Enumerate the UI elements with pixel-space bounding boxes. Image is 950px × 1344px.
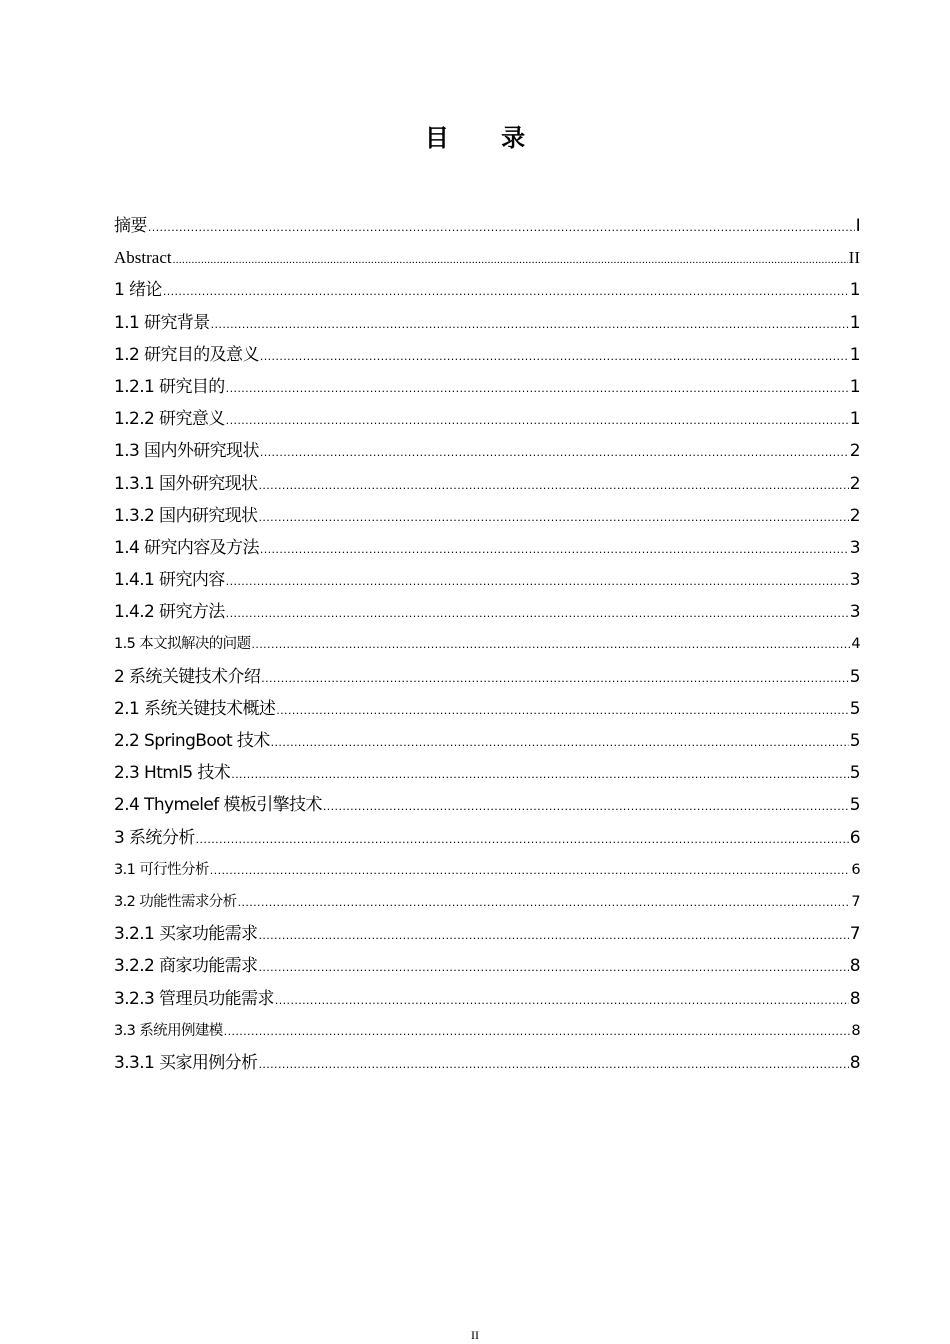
toc-leader-dots bbox=[260, 437, 849, 467]
toc-entry-page: 5 bbox=[849, 698, 860, 719]
toc-leader-dots bbox=[173, 244, 848, 274]
toc-entry-page: 3 bbox=[849, 537, 860, 558]
toc-entry-page: 1 bbox=[849, 280, 860, 301]
toc-entry-3-2[interactable] bbox=[114, 886, 860, 918]
page-number: II bbox=[471, 1328, 479, 1342]
toc-entry-page: 6 bbox=[849, 827, 860, 848]
toc-entry-2-3[interactable] bbox=[114, 757, 860, 789]
toc-entry-label: 3.3 系统用例建模 bbox=[114, 1022, 223, 1039]
toc-entry-3-2-2[interactable] bbox=[114, 950, 860, 982]
toc-leader-dots bbox=[258, 920, 848, 950]
toc-leader-dots bbox=[210, 855, 851, 886]
toc-entry-label: 摘要 bbox=[114, 216, 147, 236]
toc-leader-dots bbox=[224, 1016, 851, 1047]
toc-leader-dots bbox=[260, 341, 849, 371]
toc-entry-3-3-1[interactable] bbox=[114, 1047, 860, 1079]
toc-entry-2-1[interactable] bbox=[114, 693, 860, 725]
toc-entry-label: 1 绪论 bbox=[114, 280, 162, 301]
toc-leader-dots bbox=[148, 212, 855, 242]
toc-entry-2-2[interactable] bbox=[114, 725, 860, 757]
toc-leader-dots bbox=[226, 373, 849, 403]
toc-entry-page: 1 bbox=[849, 312, 860, 333]
toc-entry-label: 1.2 研究目的及意义 bbox=[114, 344, 259, 365]
toc-entry-page: 2 bbox=[849, 441, 860, 462]
toc-entry-label: 1.5 本文拟解决的问题 bbox=[114, 636, 251, 653]
toc-entry-page: I bbox=[855, 216, 860, 236]
toc-entry-2[interactable] bbox=[114, 661, 860, 693]
toc-entry-3-2-3[interactable] bbox=[114, 983, 860, 1015]
toc-entry-label: Abstract bbox=[114, 248, 172, 268]
toc-entry-label: 3.2 功能性需求分析 bbox=[114, 893, 237, 910]
toc-entry-abstract-en[interactable] bbox=[114, 242, 860, 274]
toc-entry-1-3-1[interactable] bbox=[114, 468, 860, 500]
toc-entry-1-3[interactable] bbox=[114, 435, 860, 467]
toc-entry-label: 3.3.1 买家用例分析 bbox=[114, 1052, 258, 1073]
toc-leader-dots bbox=[260, 534, 849, 564]
toc-entry-page: 8 bbox=[849, 1052, 860, 1073]
toc-entry-page: 5 bbox=[849, 763, 860, 784]
toc-entry-label: 3.2.3 管理员功能需求 bbox=[114, 988, 274, 1009]
toc-entry-label: 1.3.1 国外研究现状 bbox=[114, 473, 258, 494]
toc-entry-page: 8 bbox=[849, 956, 860, 977]
toc-entry-page: 5 bbox=[849, 795, 860, 816]
toc-leader-dots bbox=[258, 470, 848, 500]
toc-entry-label: 1.4.1 研究内容 bbox=[114, 570, 225, 591]
toc-entry-label: 2.2 SpringBoot 技术 bbox=[114, 731, 270, 751]
toc-entry-2-4[interactable] bbox=[114, 789, 860, 821]
toc-leader-dots bbox=[258, 1049, 848, 1079]
toc-entry-label: 2 系统关键技术介绍 bbox=[114, 666, 261, 687]
toc-entry-page: 7 bbox=[851, 893, 860, 910]
toc-leader-dots bbox=[271, 727, 849, 757]
toc-leader-dots bbox=[275, 985, 849, 1015]
toc-entry-page: 1 bbox=[849, 344, 860, 365]
toc-entry-page: 2 bbox=[849, 505, 860, 526]
toc-entry-page: 7 bbox=[849, 924, 860, 945]
toc-leader-dots bbox=[276, 695, 849, 725]
toc-entry-page: 8 bbox=[849, 988, 860, 1009]
toc-entry-label: 1.1 研究背景 bbox=[114, 312, 210, 333]
toc-entry-page: 2 bbox=[849, 473, 860, 494]
toc-entry-page: 3 bbox=[849, 570, 860, 591]
page-title: 目 录 bbox=[424, 124, 548, 152]
toc-entry-page: 4 bbox=[851, 636, 860, 653]
toc-entry-label: 1.2.2 研究意义 bbox=[114, 409, 225, 430]
toc-entry-label: 1.4 研究内容及方法 bbox=[114, 537, 259, 558]
table-of-contents bbox=[114, 210, 860, 1079]
toc-leader-dots bbox=[226, 405, 849, 435]
toc-entry-1-2-1[interactable] bbox=[114, 371, 860, 403]
toc-leader-dots bbox=[163, 276, 849, 306]
toc-leader-dots bbox=[251, 629, 850, 660]
toc-entry-3-1[interactable] bbox=[114, 854, 860, 886]
toc-entry-label: 2.3 Html5 技术 bbox=[114, 763, 231, 784]
toc-entry-label: 3.2.2 商家功能需求 bbox=[114, 956, 258, 977]
toc-leader-dots bbox=[258, 502, 848, 532]
toc-leader-dots bbox=[258, 952, 848, 982]
toc-leader-dots bbox=[211, 309, 849, 339]
toc-entry-label: 2.1 系统关键技术概述 bbox=[114, 698, 276, 719]
toc-entry-page: 6 bbox=[851, 861, 860, 878]
toc-leader-dots bbox=[226, 566, 849, 596]
toc-entry-page: II bbox=[848, 248, 860, 268]
toc-entry-page: 1 bbox=[849, 376, 860, 397]
toc-leader-dots bbox=[231, 759, 849, 789]
toc-entry-1-2[interactable] bbox=[114, 339, 860, 371]
toc-entry-label: 3 系统分析 bbox=[114, 827, 195, 848]
toc-entry-label: 1.2.1 研究目的 bbox=[114, 376, 225, 397]
toc-entry-label: 1.3.2 国内研究现状 bbox=[114, 505, 258, 526]
toc-entry-page: 5 bbox=[849, 731, 860, 751]
toc-leader-dots bbox=[261, 663, 849, 693]
toc-entry-1-5[interactable] bbox=[114, 628, 860, 660]
toc-entry-1-1[interactable] bbox=[114, 307, 860, 339]
toc-entry-1-4-1[interactable] bbox=[114, 564, 860, 596]
toc-entry-3-3[interactable] bbox=[114, 1015, 860, 1047]
toc-entry-1[interactable] bbox=[114, 274, 860, 306]
toc-entry-1-4[interactable] bbox=[114, 532, 860, 564]
toc-entry-label: 1.4.2 研究方法 bbox=[114, 602, 225, 623]
toc-entry-abstract-cn[interactable] bbox=[114, 210, 860, 242]
toc-leader-dots bbox=[196, 824, 849, 854]
toc-entry-3[interactable] bbox=[114, 822, 860, 854]
toc-entry-label: 2.4 Thymelef 模板引擎技术 bbox=[114, 795, 322, 816]
toc-entry-page: 5 bbox=[849, 666, 860, 687]
toc-entry-1-3-2[interactable] bbox=[114, 500, 860, 532]
toc-entry-3-2-1[interactable] bbox=[114, 918, 860, 950]
toc-leader-dots bbox=[238, 887, 851, 918]
toc-entry-label: 3.2.1 买家功能需求 bbox=[114, 924, 258, 945]
toc-entry-1-4-2[interactable] bbox=[114, 596, 860, 628]
toc-entry-page: 8 bbox=[851, 1022, 860, 1039]
toc-entry-1-2-2[interactable] bbox=[114, 403, 860, 435]
toc-leader-dots bbox=[226, 598, 849, 628]
toc-entry-label: 3.1 可行性分析 bbox=[114, 861, 209, 878]
toc-leader-dots bbox=[323, 791, 849, 821]
toc-entry-page: 3 bbox=[849, 602, 860, 623]
toc-entry-page: 1 bbox=[849, 409, 860, 430]
toc-entry-label: 1.3 国内外研究现状 bbox=[114, 441, 259, 462]
